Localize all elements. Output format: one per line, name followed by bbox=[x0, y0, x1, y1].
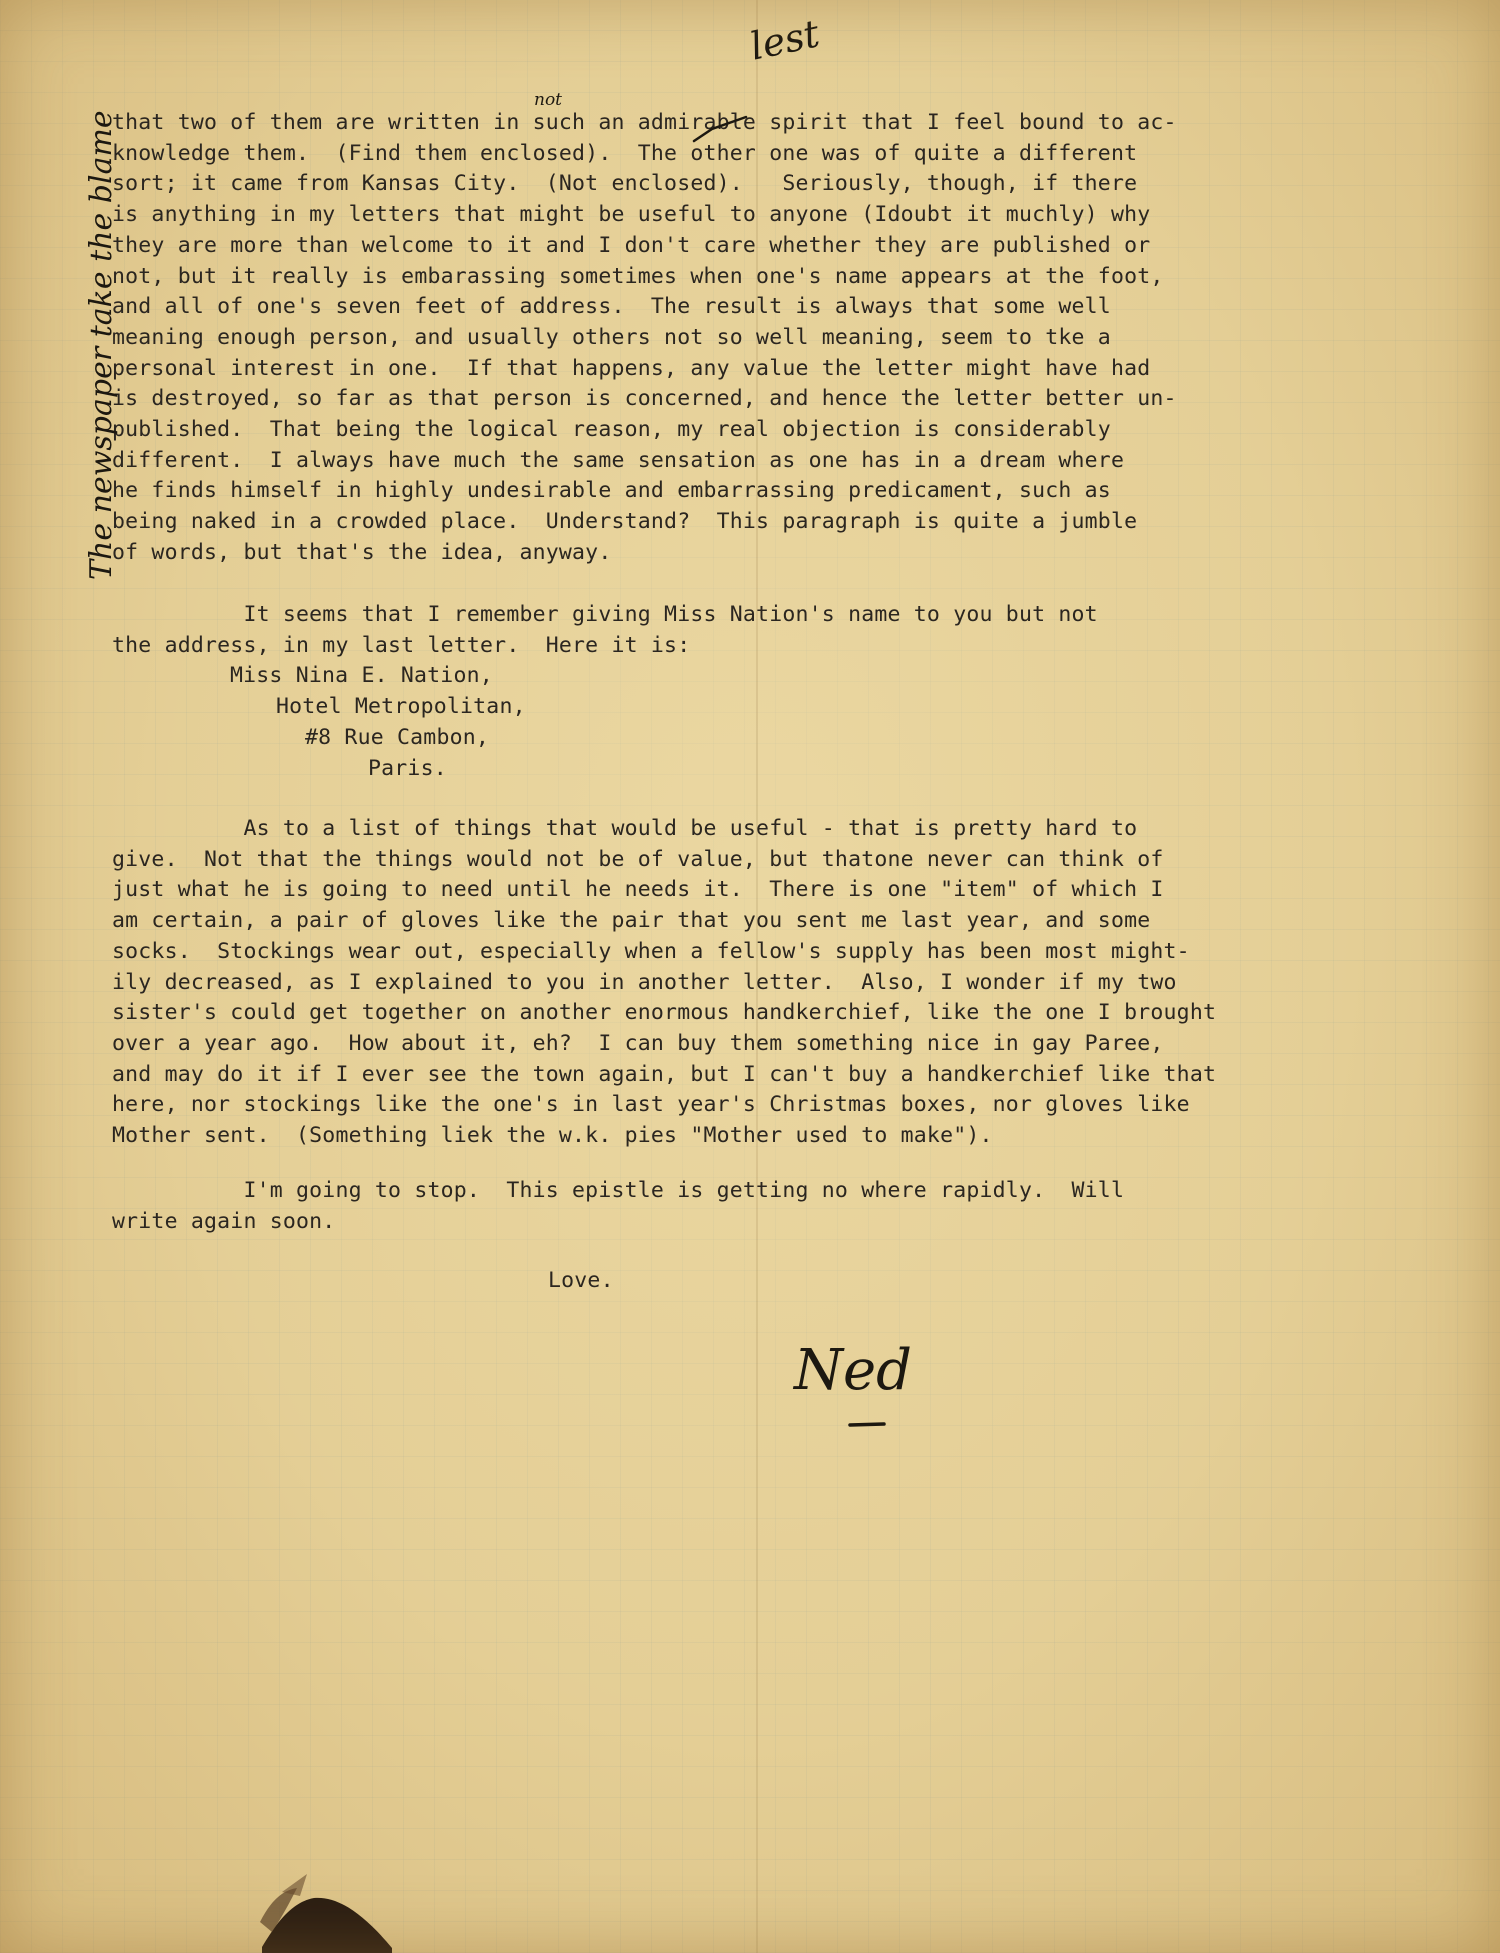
paragraph-1: that two of them are written in such an admirable spirit that I feel bound to ac- knowledge them. (Find them enclosed). The other one was of quite a different sort; it came from Kansas City. (Not enclosed). Seriously, though, if there is anything in my letters that might be useful to anyone (Idoubt it muchly) why they are more than welcome to it and I don't care whether they are published or not, but it really is embarassing sometimes when one's name appears at the foot, and all of one's seven feet of address. The result is always that some well meaning enough person, and usually others not so well meaning, seem to tke a personal interest in one. If that happens, any value the letter might have had is destroyed, so far as that person is concerned, and hence the letter better un- published. That being the logical reason, my real objection is considerably different. I always have much the same sensation as one has in a dream where he finds himself in highly undesirable and embarrassing predicament, such as being naked in a crowded place. Understand? This paragraph is quite a jumble of words, but that's the idea, anyway. bbox=[112, 110, 1177, 565]
address-line-hotel: Hotel Metropolitan, bbox=[276, 694, 526, 719]
closing-love: Love. bbox=[548, 1268, 614, 1293]
handwritten-not: not bbox=[534, 90, 563, 110]
signature-underline bbox=[848, 1420, 888, 1430]
paragraph-2: It seems that I remember giving Miss Nation's name to you but not the address, in my last letter. Here it is: bbox=[112, 602, 1098, 658]
signature: Ned bbox=[794, 1338, 912, 1403]
address-line-city: Paris. bbox=[368, 756, 447, 781]
insertion-caret-mark bbox=[690, 115, 750, 143]
address-line-name: Miss Nina E. Nation, bbox=[230, 663, 493, 688]
address-line-street: #8 Rue Cambon, bbox=[305, 725, 490, 750]
paragraph-3: As to a list of things that would be useful - that is pretty hard to give. Not that the things would not be of value, but thatone never can think of just what he is going to need until he needs it. There is one "item" of which I am certain, a pair of gloves like the pair that you sent me last year, and some socks. Stockings wear out, especially when a fellow's supply has been most might- ily decreased, as I explained to you in another letter. Also, I wonder if my two sister's could get together on another enormous handkerchief, like the one I brought over a year ago. How about it, eh? I can buy them something nice in gay Paree, and may do it if I ever see the town again, but I can't buy a handkerchief like that here, nor stockings like the one's in last year's Christmas boxes, nor gloves like Mother sent. (Something liek the w.k. pies "Mother used to make"). bbox=[112, 816, 1217, 1149]
ink-stain bbox=[252, 1862, 402, 1953]
handwritten-insertion: lest bbox=[746, 11, 824, 69]
margin-handwritten-note: The newspaper take the blame bbox=[84, 110, 119, 580]
paragraph-4: I'm going to stop. This epistle is getting no where rapidly. Will write again soon. bbox=[112, 1178, 1125, 1234]
